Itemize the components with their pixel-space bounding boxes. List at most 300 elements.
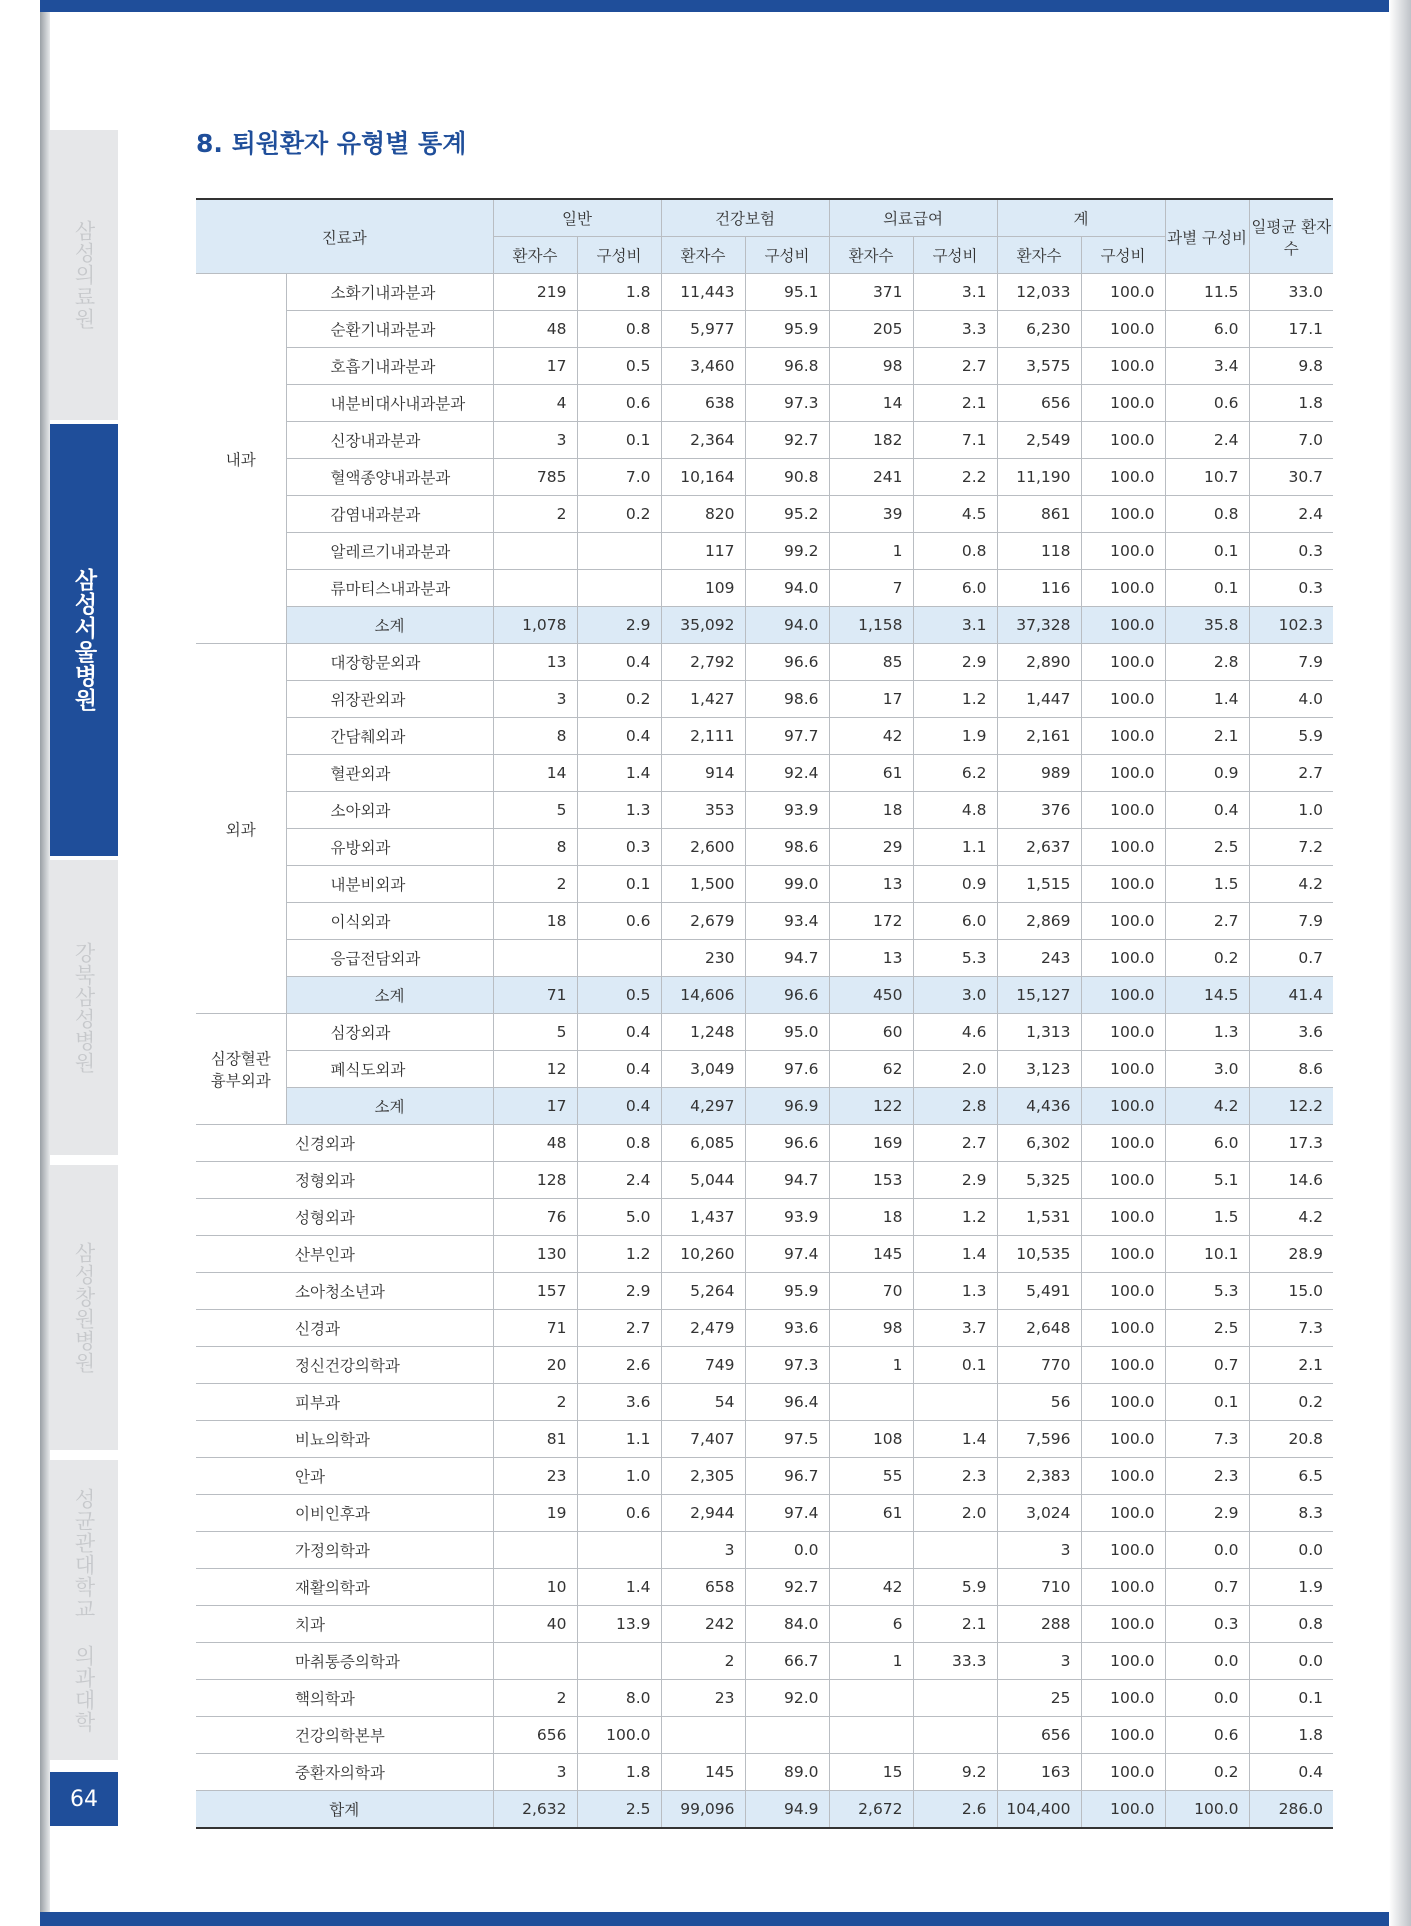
table-cell: 5.3 (913, 940, 997, 977)
table-cell: 85 (829, 644, 913, 681)
table-cell: 2,111 (661, 718, 745, 755)
table-cell (577, 1643, 661, 1680)
table-cell: 8.6 (1249, 1051, 1333, 1088)
table-cell: 0.2 (1165, 940, 1249, 977)
table-cell: 100.0 (1081, 1088, 1165, 1125)
table-cell: 100.0 (1081, 1125, 1165, 1162)
table-cell: 172 (829, 903, 913, 940)
table-cell: 7.3 (1249, 1310, 1333, 1347)
table-cell: 3.0 (1165, 1051, 1249, 1088)
table-cell: 656 (493, 1717, 577, 1754)
table-row (196, 718, 1333, 755)
subdept-name: 소화기내과분과 (286, 274, 493, 311)
table-cell: 2 (493, 1384, 577, 1421)
table-cell: 2,648 (997, 1310, 1081, 1347)
subdept-name: 알레르기내과분과 (286, 533, 493, 570)
table-cell: 2.7 (1249, 755, 1333, 792)
table-row (196, 755, 1333, 792)
table-cell: 20 (493, 1347, 577, 1384)
table-cell: 1,531 (997, 1199, 1081, 1236)
header-patients: 환자수 (829, 237, 913, 274)
table-row (196, 422, 1333, 459)
subdept-name: 혈관외과 (286, 755, 493, 792)
table-cell: 6.0 (1165, 311, 1249, 348)
table-cell (829, 1532, 913, 1569)
table-cell: 1,500 (661, 866, 745, 903)
table-cell: 286.0 (1249, 1791, 1333, 1829)
table-cell: 0.1 (1165, 570, 1249, 607)
table-row (196, 792, 1333, 829)
table-cell: 2,637 (997, 829, 1081, 866)
table-cell: 219 (493, 274, 577, 311)
table-cell (829, 1384, 913, 1421)
table-cell: 40 (493, 1606, 577, 1643)
table-cell: 18 (493, 903, 577, 940)
subdept-name: 내분비대사내과분과 (286, 385, 493, 422)
table-cell: 0.0 (1165, 1532, 1249, 1569)
table-cell: 4,297 (661, 1088, 745, 1125)
table-cell: 2,890 (997, 644, 1081, 681)
table-cell: 0.4 (577, 1051, 661, 1088)
table-cell: 1.3 (913, 1273, 997, 1310)
table-cell: 0.0 (1249, 1643, 1333, 1680)
table-cell: 861 (997, 496, 1081, 533)
table-cell: 0.3 (1249, 570, 1333, 607)
table-cell: 3.6 (1249, 1014, 1333, 1051)
table-cell: 100.0 (1081, 385, 1165, 422)
table-cell: 96.7 (745, 1458, 829, 1495)
table-cell: 4.2 (1165, 1088, 1249, 1125)
table-cell: 658 (661, 1569, 745, 1606)
dept-name: 건강의학본부 (196, 1717, 493, 1754)
table-cell: 11,190 (997, 459, 1081, 496)
table-cell: 100.0 (1081, 1569, 1165, 1606)
table-cell: 48 (493, 1125, 577, 1162)
table-body (196, 274, 1333, 1829)
table-cell: 130 (493, 1236, 577, 1273)
subdept-name: 유방외과 (286, 829, 493, 866)
table-cell: 4,436 (997, 1088, 1081, 1125)
table-cell: 0.5 (577, 977, 661, 1014)
side-tab-samsung-changwon-hospital[interactable] (50, 1165, 118, 1450)
header-ratio: 구성비 (913, 237, 997, 274)
dept-name: 비뇨의학과 (196, 1421, 493, 1458)
section-title: 8. 퇴원환자 유형별 통계 (196, 129, 467, 158)
table-cell: 100.0 (1081, 533, 1165, 570)
table-row (196, 681, 1333, 718)
table-cell: 3 (493, 422, 577, 459)
table-cell: 102.3 (1249, 607, 1333, 644)
table-cell: 1.8 (1249, 1717, 1333, 1754)
dept-name: 신경외과 (196, 1125, 493, 1162)
table-cell: 84.0 (745, 1606, 829, 1643)
table-cell: 23 (661, 1680, 745, 1717)
table-cell: 3 (493, 1754, 577, 1791)
table-cell: 1.8 (577, 274, 661, 311)
table-cell: 0.3 (1165, 1606, 1249, 1643)
table-cell: 1.8 (577, 1754, 661, 1791)
table-cell: 95.2 (745, 496, 829, 533)
table-cell: 99.2 (745, 533, 829, 570)
table-cell: 3.6 (577, 1384, 661, 1421)
table-cell: 2,679 (661, 903, 745, 940)
table-cell: 1 (829, 1347, 913, 1384)
table-row (196, 459, 1333, 496)
table-row (196, 903, 1333, 940)
table-cell: 0.0 (745, 1532, 829, 1569)
dept-name: 산부인과 (196, 1236, 493, 1273)
table-cell: 3,024 (997, 1495, 1081, 1532)
table-cell: 96.8 (745, 348, 829, 385)
table-cell: 0.6 (577, 1495, 661, 1532)
table-cell: 3,049 (661, 1051, 745, 1088)
table-cell: 6.5 (1249, 1458, 1333, 1495)
side-tab-samsung-seoul-hospital[interactable] (50, 430, 118, 850)
table-cell: 2.1 (913, 1606, 997, 1643)
table-cell: 116 (997, 570, 1081, 607)
table-row (196, 1717, 1333, 1754)
table-cell: 6.0 (913, 570, 997, 607)
table-cell: 1.1 (577, 1421, 661, 1458)
tab-accent-bar (50, 424, 118, 442)
table-cell: 96.4 (745, 1384, 829, 1421)
table-cell (577, 570, 661, 607)
table-cell: 2.3 (1165, 1458, 1249, 1495)
table-cell: 5.3 (1165, 1273, 1249, 1310)
table-cell: 5,044 (661, 1162, 745, 1199)
table-cell: 48 (493, 311, 577, 348)
table-cell: 2.4 (577, 1162, 661, 1199)
table-cell: 6.0 (913, 903, 997, 940)
header-medical-aid: 의료급여 (829, 199, 997, 237)
table-cell: 61 (829, 1495, 913, 1532)
table-cell: 100.0 (1081, 274, 1165, 311)
table-cell: 93.4 (745, 903, 829, 940)
table-cell: 169 (829, 1125, 913, 1162)
table-cell: 0.5 (577, 348, 661, 385)
table-cell: 15.0 (1249, 1273, 1333, 1310)
table-cell: 0.7 (1249, 940, 1333, 977)
table-cell: 2.0 (913, 1051, 997, 1088)
table-row (196, 311, 1333, 348)
subdept-name: 심장외과 (286, 1014, 493, 1051)
group-label-line: 심장혈관 (210, 1050, 271, 1068)
table-cell: 2,792 (661, 644, 745, 681)
table-cell (913, 1717, 997, 1754)
subdept-name: 이식외과 (286, 903, 493, 940)
table-cell: 770 (997, 1347, 1081, 1384)
table-cell: 35.8 (1165, 607, 1249, 644)
table-cell: 2.7 (1165, 903, 1249, 940)
table-cell: 3 (493, 681, 577, 718)
table-cell: 14 (829, 385, 913, 422)
table-cell: 0.7 (1165, 1347, 1249, 1384)
table-cell: 0.1 (577, 422, 661, 459)
table-cell: 2.9 (577, 1273, 661, 1310)
table-cell: 0.0 (1249, 1532, 1333, 1569)
table-cell: 100.0 (1081, 1717, 1165, 1754)
subtotal-row (196, 1088, 1333, 1125)
table-cell: 2 (493, 496, 577, 533)
table-cell: 13 (493, 644, 577, 681)
table-cell: 376 (997, 792, 1081, 829)
table-cell: 1.1 (913, 829, 997, 866)
dept-name: 마취통증의학과 (196, 1643, 493, 1680)
table-cell: 1.8 (1249, 385, 1333, 422)
table-cell: 66.7 (745, 1643, 829, 1680)
table-cell: 1,447 (997, 681, 1081, 718)
table-cell: 10 (493, 1569, 577, 1606)
table-cell: 4.2 (1249, 866, 1333, 903)
table-cell: 1 (829, 533, 913, 570)
table-cell: 2.9 (913, 1162, 997, 1199)
table-cell: 23 (493, 1458, 577, 1495)
table-cell: 7.9 (1249, 644, 1333, 681)
table-cell: 100.0 (1081, 570, 1165, 607)
table-row (196, 1273, 1333, 1310)
table-cell: 30.7 (1249, 459, 1333, 496)
table-cell: 2.9 (913, 644, 997, 681)
table-cell: 100.0 (1081, 1458, 1165, 1495)
table-cell: 2,944 (661, 1495, 745, 1532)
table-cell: 0.9 (913, 866, 997, 903)
table-cell: 100.0 (1081, 903, 1165, 940)
table-cell (493, 1643, 577, 1680)
table-cell: 92.0 (745, 1680, 829, 1717)
table-cell: 10.1 (1165, 1236, 1249, 1273)
table-cell: 2.3 (913, 1458, 997, 1495)
header-health-insurance: 건강보험 (661, 199, 829, 237)
book-spine (40, 0, 50, 1926)
table-cell: 2,600 (661, 829, 745, 866)
dept-name: 피부과 (196, 1384, 493, 1421)
table-cell: 100.0 (1081, 755, 1165, 792)
table-cell: 1.2 (577, 1236, 661, 1273)
table-cell: 1,427 (661, 681, 745, 718)
subdept-name: 류마티스내과분과 (286, 570, 493, 607)
table-cell (745, 1717, 829, 1754)
table-cell: 90.8 (745, 459, 829, 496)
table-cell: 242 (661, 1606, 745, 1643)
table-cell: 7.1 (913, 422, 997, 459)
table-cell: 785 (493, 459, 577, 496)
table-row (196, 1347, 1333, 1384)
table-cell: 100.0 (1081, 681, 1165, 718)
table-cell: 4.8 (913, 792, 997, 829)
table-cell (493, 940, 577, 977)
table-cell: 0.0 (1165, 1680, 1249, 1717)
table-cell: 0.2 (577, 496, 661, 533)
table-cell: 2,161 (997, 718, 1081, 755)
header-patients: 환자수 (997, 237, 1081, 274)
table-cell: 100.0 (1081, 607, 1165, 644)
table-cell: 3,575 (997, 348, 1081, 385)
table-row (196, 1643, 1333, 1680)
header-ratio: 구성비 (745, 237, 829, 274)
table-row (196, 1199, 1333, 1236)
table-cell: 56 (997, 1384, 1081, 1421)
header-ratio: 구성비 (577, 237, 661, 274)
table-cell: 25 (997, 1680, 1081, 1717)
table-cell: 288 (997, 1606, 1081, 1643)
table-cell: 5,325 (997, 1162, 1081, 1199)
table-cell: 4 (493, 385, 577, 422)
subdept-name: 내분비외과 (286, 866, 493, 903)
subtotal-row (196, 607, 1333, 644)
table-row (196, 1606, 1333, 1643)
table-cell: 3 (661, 1532, 745, 1569)
table-cell: 92.4 (745, 755, 829, 792)
table-cell: 61 (829, 755, 913, 792)
subdept-name: 간담췌외과 (286, 718, 493, 755)
table-cell: 1.3 (1165, 1014, 1249, 1051)
table-cell: 104,400 (997, 1791, 1081, 1829)
table-cell: 15 (829, 1754, 913, 1791)
table-row (196, 1458, 1333, 1495)
table-cell: 4.0 (1249, 681, 1333, 718)
table-cell: 33.0 (1249, 274, 1333, 311)
table-cell: 98.6 (745, 681, 829, 718)
table-row (196, 1014, 1333, 1051)
side-tab-samsung-medical-center[interactable] (50, 130, 118, 420)
table-cell: 6.2 (913, 755, 997, 792)
table-cell: 94.0 (745, 570, 829, 607)
total-row (196, 1791, 1333, 1829)
table-cell: 2.8 (1165, 644, 1249, 681)
table-cell: 0.8 (577, 1125, 661, 1162)
table-cell: 0.6 (1165, 1717, 1249, 1754)
subdept-name: 대장항문외과 (286, 644, 493, 681)
table-cell: 5.1 (1165, 1162, 1249, 1199)
side-tab-label: 삼성창원병원 (72, 1241, 96, 1374)
table-cell: 100.0 (1081, 1310, 1165, 1347)
table-cell: 95.0 (745, 1014, 829, 1051)
table-row (196, 385, 1333, 422)
table-cell: 1.5 (1165, 1199, 1249, 1236)
table-cell: 0.0 (1165, 1643, 1249, 1680)
table-row (196, 1236, 1333, 1273)
table-cell: 17 (493, 348, 577, 385)
dept-name: 정신건강의학과 (196, 1347, 493, 1384)
subdept-name: 호흡기내과분과 (286, 348, 493, 385)
header-ratio: 구성비 (1081, 237, 1165, 274)
table-row (196, 1125, 1333, 1162)
table-cell: 6,302 (997, 1125, 1081, 1162)
table-cell: 2.5 (577, 1791, 661, 1829)
table-cell: 17.3 (1249, 1125, 1333, 1162)
subdept-name: 신장내과분과 (286, 422, 493, 459)
table-row (196, 348, 1333, 385)
table-cell: 5 (493, 792, 577, 829)
table-cell: 14,606 (661, 977, 745, 1014)
table-cell: 1,437 (661, 1199, 745, 1236)
table-cell: 10,164 (661, 459, 745, 496)
table-cell: 3 (997, 1532, 1081, 1569)
table-cell: 749 (661, 1347, 745, 1384)
table-cell: 2.6 (913, 1791, 997, 1829)
table-row (196, 1754, 1333, 1791)
table-cell: 117 (661, 533, 745, 570)
table-cell: 5,491 (997, 1273, 1081, 1310)
table-cell: 100.0 (1081, 1532, 1165, 1569)
table-cell: 41.4 (1249, 977, 1333, 1014)
table-cell: 2.8 (913, 1088, 997, 1125)
table-cell: 7.3 (1165, 1421, 1249, 1458)
table-cell: 100.0 (1081, 866, 1165, 903)
table-cell: 5.9 (1249, 718, 1333, 755)
table-cell: 2,869 (997, 903, 1081, 940)
table-cell: 820 (661, 496, 745, 533)
table-cell: 0.1 (1249, 1680, 1333, 1717)
table-cell: 39 (829, 496, 913, 533)
table-cell: 100.0 (1081, 496, 1165, 533)
table-cell: 13 (829, 866, 913, 903)
table-row (196, 866, 1333, 903)
table-cell: 2.1 (913, 385, 997, 422)
table-cell: 100.0 (1081, 459, 1165, 496)
table-cell: 70 (829, 1273, 913, 1310)
table-cell: 1.2 (913, 1199, 997, 1236)
group-label: 외과 (196, 644, 286, 1014)
table-cell: 0.1 (913, 1347, 997, 1384)
table-cell: 93.9 (745, 792, 829, 829)
side-tab-label: 삼성의료원 (72, 220, 96, 330)
table-cell: 2,383 (997, 1458, 1081, 1495)
header-total: 계 (997, 199, 1165, 237)
table-cell: 100.0 (1081, 940, 1165, 977)
table-cell: 2,632 (493, 1791, 577, 1829)
table-cell: 0.6 (577, 903, 661, 940)
table-cell: 0.9 (1165, 755, 1249, 792)
header-dept-ratio: 과별 구성비 (1165, 199, 1249, 274)
table-cell: 17 (829, 681, 913, 718)
table-cell: 100.0 (1081, 1051, 1165, 1088)
table-cell: 7.2 (1249, 829, 1333, 866)
header-general: 일반 (493, 199, 661, 237)
table-cell (829, 1680, 913, 1717)
table-cell: 0.8 (1249, 1606, 1333, 1643)
side-tab-skku-medical-school[interactable] (50, 1460, 118, 1760)
table-cell: 96.9 (745, 1088, 829, 1125)
table-cell: 100.0 (1081, 1162, 1165, 1199)
table-cell: 1.0 (1249, 792, 1333, 829)
header-daily-average: 일평균 환자수 (1249, 199, 1333, 274)
table-cell: 98 (829, 1310, 913, 1347)
table-cell: 1.9 (913, 718, 997, 755)
table-cell: 100.0 (577, 1717, 661, 1754)
side-tab-kangbuk-samsung-hospital[interactable] (50, 860, 118, 1155)
group-label (196, 1014, 286, 1125)
table-cell: 371 (829, 274, 913, 311)
table-cell: 95.9 (745, 311, 829, 348)
table-cell: 100.0 (1081, 1495, 1165, 1532)
table-row (196, 1162, 1333, 1199)
table-row (196, 644, 1333, 681)
table-cell: 0.7 (1165, 1569, 1249, 1606)
table-cell: 638 (661, 385, 745, 422)
table-cell: 656 (997, 1717, 1081, 1754)
table-cell (577, 533, 661, 570)
table-cell: 97.4 (745, 1495, 829, 1532)
dept-name: 재활의학과 (196, 1569, 493, 1606)
table-cell: 2,305 (661, 1458, 745, 1495)
table-row (196, 274, 1333, 311)
table-cell: 1.4 (577, 755, 661, 792)
page-number: 64 (50, 1772, 118, 1826)
table-cell: 0.4 (1249, 1754, 1333, 1791)
table-cell (913, 1532, 997, 1569)
subdept-name: 감염내과분과 (286, 496, 493, 533)
